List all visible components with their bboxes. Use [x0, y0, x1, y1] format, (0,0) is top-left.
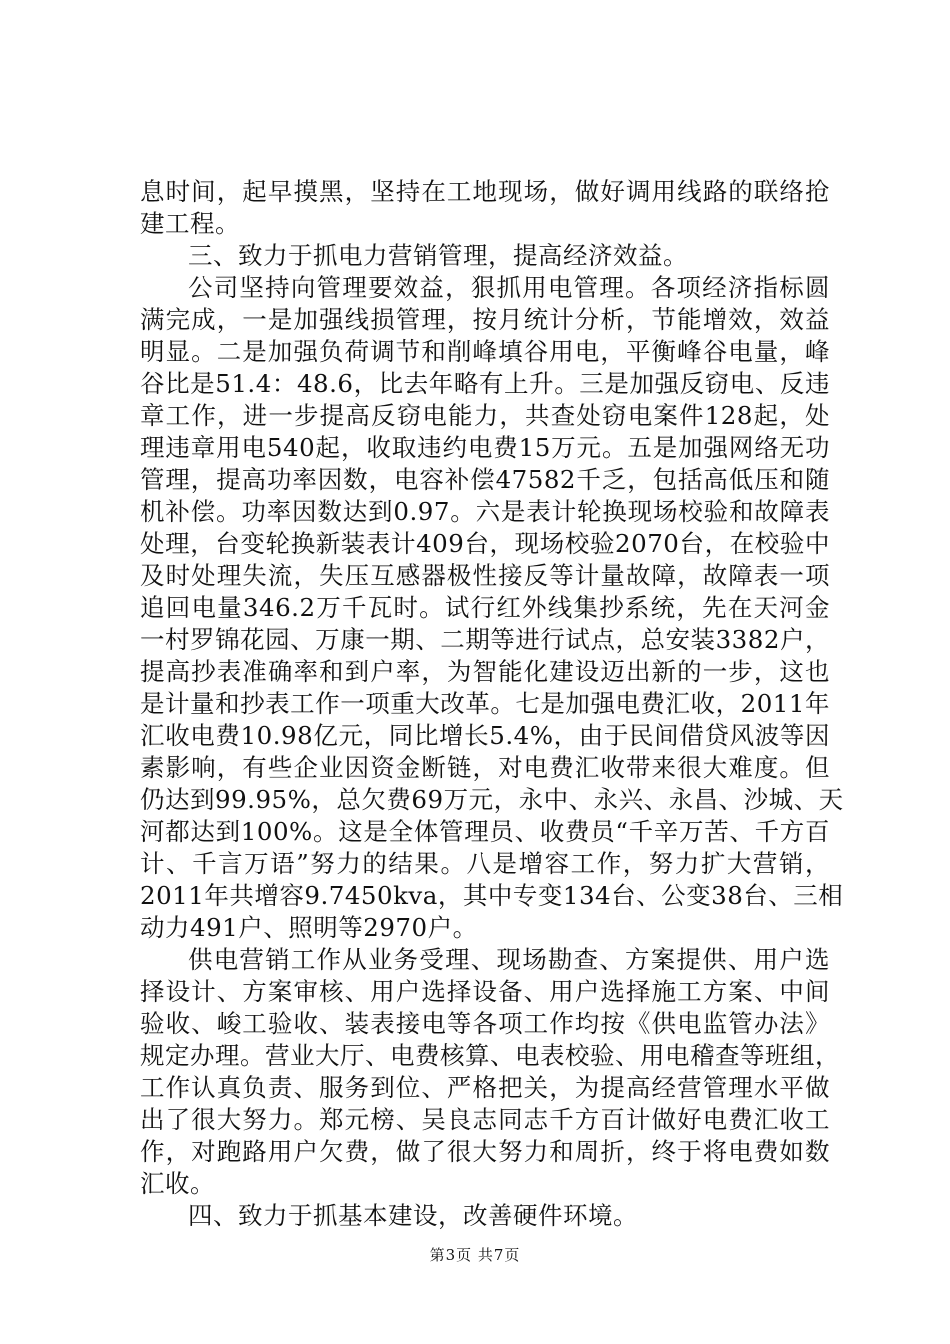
section-heading-3: 三、致力于抓电力营销管理，提高经济效益。 — [188, 241, 688, 270]
body-line-8: 章工作，进一步提高反窃电能力，共查处窃电案件128起，处 — [140, 401, 830, 430]
body-line-29: 工作认真负责、服务到位、严格把关，为提高经营管理水平做 — [140, 1073, 830, 1102]
body-line-23: 2011年共增容9.7450kva，其中专变134台、公变38台、三相 — [140, 881, 844, 910]
body-line-7: 谷比是51.4：48.6，比去年略有上升。三是加强反窃电、反违 — [140, 369, 830, 398]
body-line-31: 作，对跑路用户欠费，做了很大努力和周折，终于将电费如数 — [140, 1137, 830, 1166]
body-line-27: 验收、峻工验收、装表接电等各项工作均按《供电监管办法》 — [140, 1009, 830, 1038]
body-line-11: 机补偿。功率因数达到0.97。六是表计轮换现场校验和故障表 — [140, 497, 830, 526]
body-line-9: 理违章用电540起，收取违约电费15万元。五是加强网络无功 — [140, 433, 830, 462]
body-line-32: 汇收。 — [140, 1169, 215, 1198]
body-line-5: 满完成，一是加强线损管理，按月统计分析，节能增效，效益 — [140, 305, 830, 334]
body-line-6: 明显。二是加强负荷调节和削峰填谷用电，平衡峰谷电量，峰 — [140, 337, 830, 366]
body-line-15: 一村罗锦花园、万康一期、二期等进行试点，总安装3382户， — [140, 625, 830, 654]
body-line-21: 河都达到100%。这是全体管理员、收费员“千辛万苦、千方百 — [140, 817, 830, 846]
body-line-22: 计、千言万语”努力的结果。八是增容工作，努力扩大营销， — [140, 849, 830, 878]
body-line-19: 素影响，有些企业因资金断链，对电费汇收带来很大难度。但 — [140, 753, 830, 782]
body-line-10: 管理，提高功率因数，电容补偿47582千乏，包括高低压和随 — [140, 465, 830, 494]
body-line-16: 提高抄表准确率和到户率，为智能化建设迈出新的一步，这也 — [140, 657, 830, 686]
body-line-12: 处理，台变轮换新装表计409台，现场校验2070台，在校验中 — [140, 529, 830, 558]
body-line-17: 是计量和抄表工作一项重大改革。七是加强电费汇收，2011年 — [140, 689, 830, 718]
body-line-4: 公司坚持向管理要效益，狠抓用电管理。各项经济指标圆 — [188, 273, 830, 302]
body-line-28: 规定办理。营业大厅、电费核算、电表校验、用电稽查等班组， — [140, 1041, 840, 1070]
body-line-13: 及时处理失流，失压互感器极性接反等计量故障，故障表一项 — [140, 561, 830, 590]
body-line-25: 供电营销工作从业务受理、现场勘查、方案提供、用户选 — [188, 945, 830, 974]
body-line-2: 建工程。 — [140, 209, 240, 238]
body-line-30: 出了很大努力。郑元榜、吴良志同志千方百计做好电费汇收工 — [140, 1105, 830, 1134]
section-heading-33: 四、致力于抓基本建设，改善硬件环境。 — [188, 1201, 638, 1230]
body-line-20: 仍达到99.95%，总欠费69万元，永中、永兴、永昌、沙城、天 — [140, 785, 844, 814]
body-line-24: 动力491户、照明等2970户。 — [140, 913, 478, 942]
body-line-14: 追回电量346.2万千瓦时。试行红外线集抄系统，先在天河金 — [140, 593, 830, 622]
body-line-18: 汇收电费10.98亿元，同比增长5.4%，由于民间借贷风波等因 — [140, 721, 830, 750]
body-line-26: 择设计、方案审核、用户选择设备、用户选择施工方案、中间 — [140, 977, 830, 1006]
body-line-1: 息时间，起早摸黑，坚持在工地现场，做好调用线路的联络抢 — [140, 177, 830, 206]
page-number-footer: 第3页 共7页 — [429, 1246, 521, 1264]
